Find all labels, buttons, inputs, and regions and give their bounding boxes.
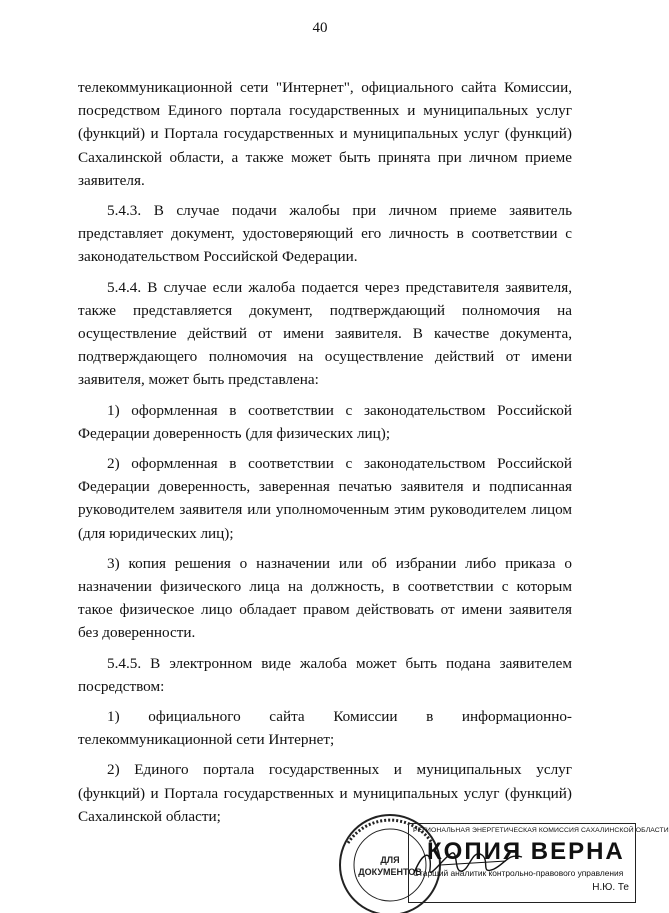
stamp-position: Старший аналитик контрольно-правового управления <box>413 868 624 878</box>
paragraph: 3) копия решения о назначении или об избрании либо приказа о назначении физического лица на должность, в соответствии с которым такое физическое лицо обладает правом действовать от имени заявителя без доверенности. <box>78 554 572 642</box>
paragraph: 2) оформленная в соответствии с законодательством Российской Федерации доверенность, заверенная печатью заявителя и подписанная руководителем заявителя или уполномоченным этим руководителем лицом (для юридических лиц); <box>78 455 572 542</box>
svg-text:ДОКУМЕНТОВ: ДОКУМЕНТОВ <box>358 867 422 877</box>
paragraph: 5.4.3. В случае подачи жалобы при личном приеме заявитель представляет документ, удостоверяющий его личность в соответствии с законодательством Российской Федерации. <box>78 202 572 266</box>
stamp-title: КОПИЯ ВЕРНА <box>427 838 625 865</box>
paragraph: 5.4.4. В случае если жалоба подается через представителя заявителя, также представляется документ, подтверждающий полномочия на осуществление действий от имени заявителя. В качестве документа, подтверждающего полномочия на осуществление действий от имени заявителя, может быть представлена: <box>78 278 572 389</box>
stamp-name: Н.Ю. Те <box>592 882 629 893</box>
paragraph: 1) оформленная в соответствии с законодательством Российской Федерации доверенность (для физических лиц); <box>78 401 572 442</box>
document-body <box>78 76 572 835</box>
paragraph: 1) официального сайта Комиссии в информационно-телекоммуникационной сети Интернет; <box>78 708 572 749</box>
certification-stamp <box>330 803 669 905</box>
stamp-org: РЕГИОНАЛЬНАЯ ЭНЕРГЕТИЧЕСКАЯ КОМИССИЯ САХАЛИНСКОЙ ОБЛАСТИ <box>413 827 669 834</box>
page-number: 40 <box>312 20 328 36</box>
paragraph: 5.4.5. В электронном виде жалоба может быть подана заявителем посредством: <box>78 654 572 695</box>
paragraph: 2) Единого портала государственных и муниципальных услуг (функций) и Портала государственных и муниципальных услуг (функций) Сахалинской области; <box>78 761 572 825</box>
signature-icon <box>410 843 530 883</box>
paragraph: телекоммуникационной сети "Интернет", официального сайта Комиссии, посредством Единого портала государственных и муниципальных услуг (функций) и Портала государственных и муниципальных услуг (функций) Сахалинской области, а также может быть принята при личном приеме заявителя. <box>78 79 572 189</box>
svg-text:ДЛЯ: ДЛЯ <box>380 855 400 865</box>
